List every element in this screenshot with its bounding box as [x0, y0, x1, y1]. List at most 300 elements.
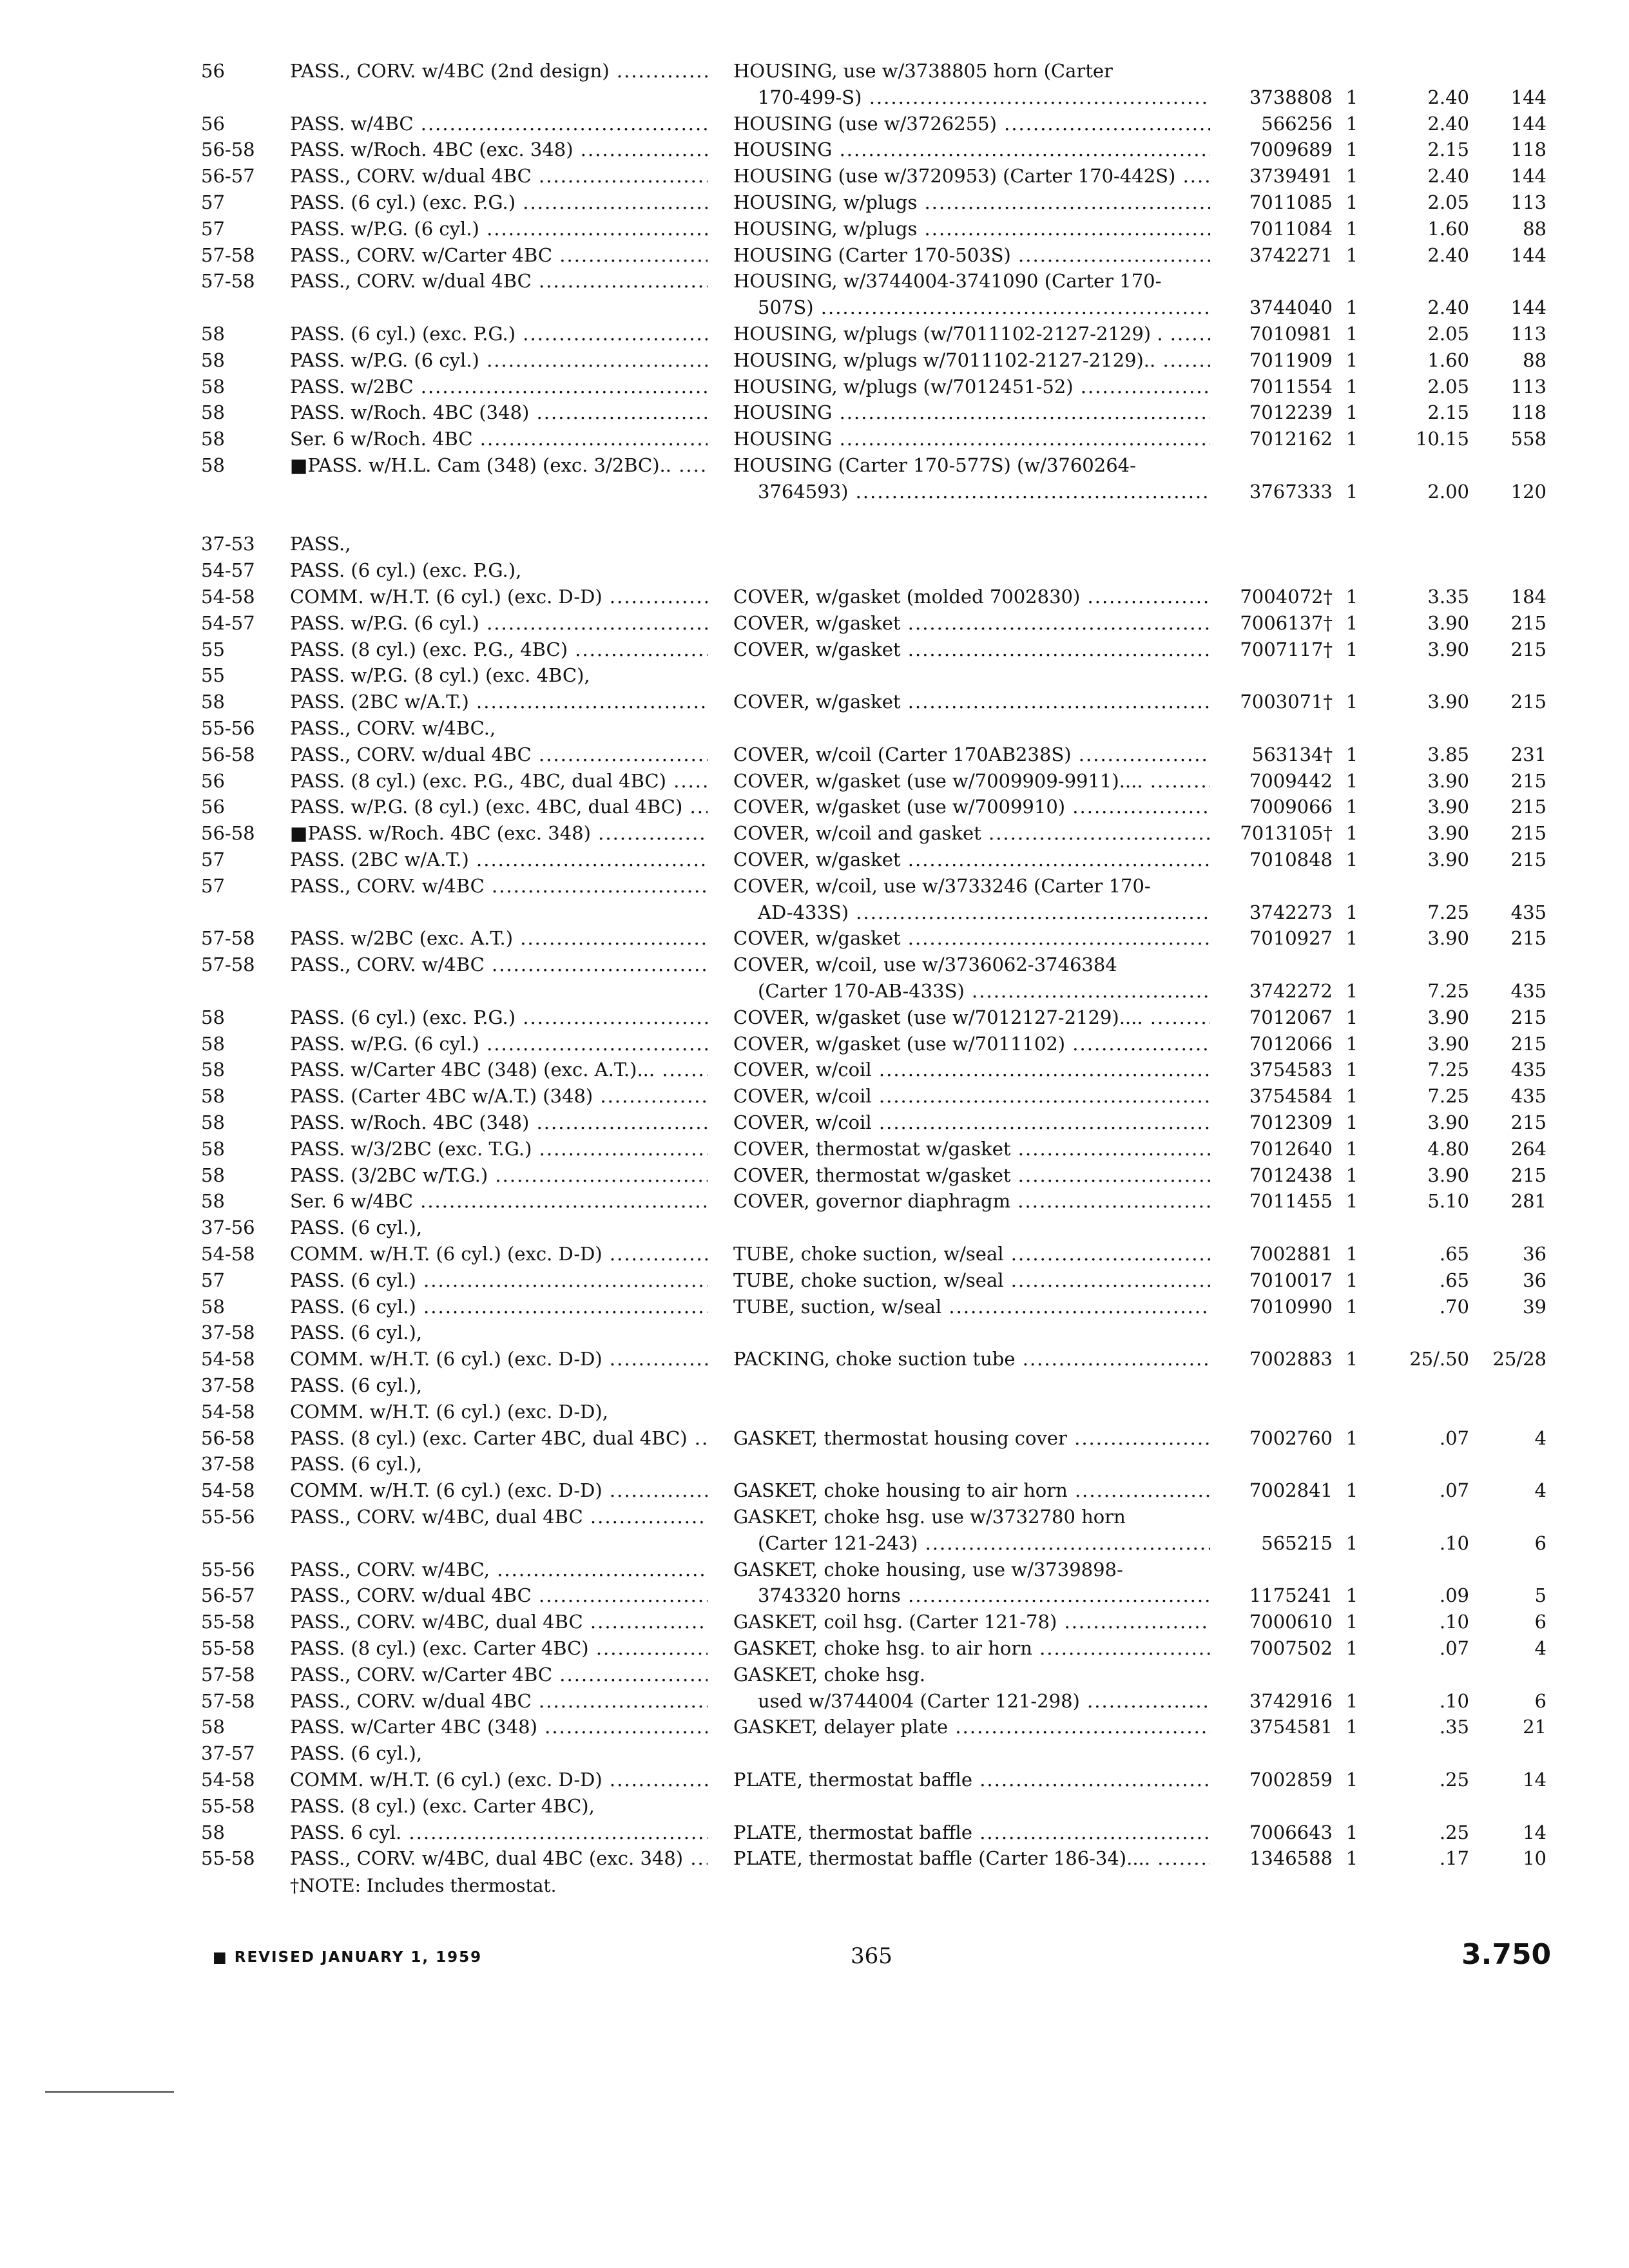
part-number-cell — [1210, 1740, 1333, 1766]
part-name-cell — [733, 531, 1210, 557]
quantity-cell — [1339, 1451, 1365, 1477]
quantity-cell — [1339, 1399, 1365, 1425]
part-number-cell: 7002760 — [1249, 1427, 1333, 1449]
quantity-cell: 1 — [1345, 1032, 1358, 1055]
list-price-cell: 7.25 — [1427, 1059, 1469, 1081]
application-cell: PASS. (6 cyl.), — [290, 1374, 423, 1396]
table-row — [0, 1582, 1629, 1608]
quantity-cell: 1 — [1345, 1689, 1358, 1712]
dealer-price-cell: 118 — [1510, 139, 1547, 161]
application-cell — [290, 84, 708, 110]
year-cell: 57-58 — [201, 927, 255, 950]
part-number-cell: 3742271 — [1249, 244, 1333, 266]
year-cell: 55 — [201, 664, 225, 687]
dealer-price-cell: 264 — [1510, 1137, 1547, 1160]
application-cell: PASS. (6 cyl.), — [290, 1453, 423, 1475]
table-row — [0, 1004, 1629, 1030]
application-cell: PASS. w/P.G. (6 cyl.) ..... — [290, 347, 708, 373]
application-cell: PASS., — [290, 533, 351, 555]
part-name-cell: COVER, w/gasket (use w/7009909-9911).... ..... — [733, 768, 1210, 794]
quantity-cell: 1 — [1345, 822, 1358, 845]
list-price-cell: 3.90 — [1427, 1111, 1469, 1133]
year-cell: 58 — [201, 1085, 225, 1108]
table-row — [0, 820, 1629, 846]
part-name-cell: HOUSING ..... — [733, 399, 1210, 425]
quantity-cell — [1339, 452, 1365, 478]
list-price-cell: 3.90 — [1427, 611, 1469, 634]
quantity-cell — [1339, 1320, 1365, 1345]
quantity-cell — [1339, 873, 1365, 899]
dealer-price-cell: 215 — [1510, 691, 1547, 713]
dealer-price-cell: 215 — [1510, 769, 1547, 792]
application-cell: PASS., CORV. w/dual 4BC ..... — [290, 163, 708, 189]
table-row — [0, 1294, 1629, 1320]
year-cell — [201, 84, 291, 110]
part-name-cell: HOUSING, w/plugs w/7011102-2127-2129).. ..... — [733, 347, 1210, 373]
application-cell: PASS. (3/2BC w/T.G.) ..... — [290, 1162, 708, 1188]
list-price-cell — [1373, 58, 1469, 84]
year-cell: 55 — [201, 638, 225, 660]
application-cell: PASS. (6 cyl.) ..... — [290, 1294, 708, 1320]
table-row — [0, 1320, 1629, 1345]
part-name-cell: 170-499-S) ..... — [733, 84, 1210, 110]
part-name-cell — [733, 1740, 1210, 1766]
application-cell: ■PASS. w/Roch. 4BC (exc. 348) ..... — [290, 820, 708, 846]
part-name-cell: COVER, w/coil and gasket ..... — [733, 820, 1210, 846]
part-name-cell: GASKET, choke hsg. use w/3732780 horn — [733, 1506, 1126, 1528]
dealer-price-cell: 435 — [1510, 1085, 1547, 1108]
part-number-cell: 7010927 — [1249, 927, 1333, 950]
dealer-price-cell: 118 — [1510, 401, 1547, 424]
year-cell: 56-58 — [201, 822, 255, 845]
year-cell: 57 — [201, 849, 225, 870]
part-name-cell: PLATE, thermostat baffle ..... — [733, 1767, 1210, 1792]
part-number-cell: 7009442 — [1249, 769, 1333, 792]
part-number-cell — [1210, 58, 1333, 84]
list-price-cell: .17 — [1439, 1847, 1469, 1870]
table-row — [0, 1635, 1629, 1661]
dealer-price-cell: 6 — [1534, 1611, 1547, 1633]
list-price-cell: .65 — [1439, 1269, 1469, 1291]
part-number-cell: 565215 — [1261, 1532, 1333, 1554]
part-number-cell: 7012438 — [1249, 1164, 1333, 1186]
table-row — [0, 268, 1629, 294]
part-number-cell — [1210, 952, 1333, 977]
application-cell: COMM. w/H.T. (6 cyl.) (exc. D-D), — [290, 1400, 608, 1423]
list-price-cell: 3.90 — [1427, 1164, 1469, 1186]
application-cell: PASS. w/3/2BC (exc. T.G.) ..... — [290, 1136, 708, 1162]
dealer-price-cell: 88 — [1523, 217, 1547, 240]
table-row — [0, 84, 1629, 110]
table-row — [0, 1793, 1629, 1819]
application-cell: COMM. w/H.T. (6 cyl.) (exc. D-D) ..... — [290, 1346, 708, 1372]
dealer-price-cell — [1476, 1451, 1547, 1477]
part-name-cell: COVER, w/coil, use w/3736062-3746384 — [733, 954, 1117, 976]
quantity-cell: 1 — [1345, 1716, 1358, 1738]
table-row — [0, 1557, 1629, 1582]
year-cell: 55-58 — [201, 1794, 255, 1817]
quantity-cell — [1339, 1662, 1365, 1687]
application-cell: PASS. w/P.G. (6 cyl.) ..... — [290, 1031, 708, 1057]
quantity-cell: 1 — [1345, 691, 1358, 713]
year-cell: 58 — [201, 1295, 225, 1318]
part-name-cell: COVER, w/coil ..... — [733, 1110, 1210, 1135]
quantity-cell: 1 — [1345, 1847, 1358, 1870]
application-cell: Ser. 6 w/4BC ..... — [290, 1188, 708, 1214]
application-cell: PASS. w/Roch. 4BC (348) ..... — [290, 399, 708, 425]
list-price-cell: 2.40 — [1427, 86, 1469, 108]
quantity-cell — [1339, 557, 1365, 583]
list-price-cell: 2.15 — [1427, 139, 1469, 161]
revision-notice: ■ REVISED JANUARY 1, 1959 — [213, 1949, 483, 1966]
table-row — [0, 1110, 1629, 1135]
year-cell: 58 — [201, 1111, 225, 1133]
quantity-cell: 1 — [1345, 86, 1358, 108]
application-cell: PASS., CORV. w/4BC (2nd design) ..... — [290, 58, 708, 84]
part-number-cell: 3742916 — [1249, 1689, 1333, 1712]
quantity-cell: 1 — [1345, 611, 1358, 634]
quantity-cell: 1 — [1345, 1111, 1358, 1133]
application-cell: PASS. (6 cyl.) (exc. P.G.) ..... — [290, 189, 708, 215]
application-cell: PASS. (Carter 4BC w/A.T.) (348) ..... — [290, 1083, 708, 1109]
part-name-cell: 507S) ..... — [733, 294, 1210, 320]
application-cell: PASS. (6 cyl.) ..... — [290, 1267, 708, 1293]
table-row — [0, 847, 1629, 872]
part-name-cell: PLATE, thermostat baffle (Carter 186-34).... ..... — [733, 1845, 1210, 1871]
list-price-cell: .65 — [1439, 1243, 1469, 1265]
part-number-cell: 7012309 — [1249, 1111, 1333, 1133]
quantity-cell: 1 — [1345, 1479, 1358, 1502]
quantity-cell: 1 — [1345, 165, 1358, 187]
quantity-cell: 1 — [1345, 217, 1358, 240]
part-number-cell: 7006137† — [1240, 611, 1333, 634]
dealer-price-cell: 144 — [1510, 296, 1547, 319]
part-number-cell: 7012067 — [1249, 1006, 1333, 1028]
dealer-price-cell — [1476, 952, 1547, 977]
list-price-cell: 3.90 — [1427, 691, 1469, 713]
list-price-cell: 3.90 — [1427, 796, 1469, 818]
quantity-cell: 1 — [1345, 1611, 1358, 1633]
part-number-cell: 7012239 — [1249, 401, 1333, 424]
table-row — [0, 1477, 1629, 1503]
table-row — [0, 1136, 1629, 1162]
part-name-cell — [733, 557, 1210, 583]
quantity-cell — [1339, 531, 1365, 557]
dealer-price-cell: 4 — [1534, 1479, 1547, 1502]
part-name-cell: used w/3744004 (Carter 121-298) ..... — [733, 1688, 1210, 1714]
year-cell: 56-57 — [201, 165, 255, 187]
year-cell: 56 — [201, 112, 225, 135]
list-price-cell: 3.35 — [1427, 586, 1469, 608]
dealer-price-cell: 215 — [1510, 611, 1547, 634]
part-name-cell: COVER, w/coil ..... — [733, 1057, 1210, 1082]
part-number-cell — [1210, 531, 1333, 557]
part-name-cell: PLATE, thermostat baffle ..... — [733, 1820, 1210, 1845]
table-row — [0, 1451, 1629, 1477]
part-number-cell: 563134† — [1251, 743, 1333, 765]
list-price-cell: 1.60 — [1427, 217, 1469, 240]
quantity-cell: 1 — [1345, 375, 1358, 398]
year-cell: 37-58 — [201, 1321, 255, 1344]
table-row — [0, 1267, 1629, 1293]
table-row — [0, 899, 1629, 925]
quantity-cell: 1 — [1345, 638, 1358, 660]
part-number-cell: 7002841 — [1249, 1479, 1333, 1502]
table-row — [0, 662, 1629, 688]
table-row — [0, 1662, 1629, 1687]
table-row — [0, 426, 1629, 452]
part-number-cell: 1346588 — [1249, 1847, 1333, 1870]
dealer-price-cell — [1476, 662, 1547, 688]
application-cell: PASS. (6 cyl.) (exc. P.G.) ..... — [290, 1004, 708, 1030]
part-name-cell: HOUSING, use w/3738805 horn (Carter — [733, 60, 1113, 82]
part-name-cell: (Carter 170-AB-433S) ..... — [733, 978, 1210, 1004]
dealer-price-cell — [1476, 531, 1547, 557]
application-cell: COMM. w/H.T. (6 cyl.) (exc. D-D) ..... — [290, 584, 708, 610]
year-cell: 58 — [201, 1137, 225, 1160]
part-number-cell: 7002859 — [1249, 1769, 1333, 1791]
dealer-price-cell: 4 — [1534, 1427, 1547, 1449]
list-price-cell — [1373, 1740, 1469, 1766]
table-row — [0, 925, 1629, 951]
table-row — [0, 1162, 1629, 1188]
part-number-cell: 7010990 — [1249, 1295, 1333, 1318]
quantity-cell: 1 — [1345, 1769, 1358, 1791]
year-cell: 58 — [201, 375, 225, 398]
year-cell: 58 — [201, 428, 225, 450]
list-price-cell — [1373, 1399, 1469, 1425]
list-price-cell — [1373, 557, 1469, 583]
quantity-cell: 1 — [1345, 401, 1358, 424]
table-row — [0, 1767, 1629, 1792]
table-row — [0, 1083, 1629, 1109]
year-cell: 54-58 — [201, 586, 255, 608]
part-name-cell: COVER, w/gasket ..... — [733, 637, 1210, 662]
year-cell: 56-58 — [201, 743, 255, 765]
application-cell: PASS. (6 cyl.), — [290, 1321, 423, 1344]
year-cell — [201, 479, 291, 505]
list-price-cell: 7.25 — [1427, 980, 1469, 1002]
quantity-cell: 1 — [1345, 1085, 1358, 1108]
application-cell: PASS., CORV. w/4BC, dual 4BC ..... — [290, 1609, 708, 1635]
year-cell: 58 — [201, 454, 225, 476]
list-price-cell: 7.25 — [1427, 901, 1469, 923]
year-cell: 55-58 — [201, 1611, 255, 1633]
part-name-cell: COVER, governor diaphragm ..... — [733, 1188, 1210, 1214]
table-row — [0, 1740, 1629, 1766]
application-cell: PASS., CORV. w/4BC, ..... — [290, 1557, 708, 1582]
quantity-cell: 1 — [1345, 743, 1358, 765]
part-number-cell: 7011909 — [1249, 349, 1333, 371]
quantity-cell — [1339, 1504, 1365, 1530]
year-cell: 57-58 — [201, 1663, 255, 1686]
part-number-cell: 7013105† — [1240, 822, 1333, 845]
list-price-cell: 2.05 — [1427, 323, 1469, 345]
application-cell — [290, 294, 708, 320]
list-price-cell: 7.25 — [1427, 1085, 1469, 1108]
list-price-cell: .09 — [1439, 1584, 1469, 1607]
year-cell: 54-57 — [201, 559, 255, 582]
quantity-cell: 1 — [1345, 796, 1358, 818]
part-number-cell: 7010981 — [1249, 323, 1333, 345]
quantity-cell — [1339, 952, 1365, 977]
part-name-cell: GASKET, thermostat housing cover ..... — [733, 1425, 1210, 1451]
year-cell: 37-58 — [201, 1453, 255, 1475]
application-cell: COMM. w/H.T. (6 cyl.) (exc. D-D) ..... — [290, 1241, 708, 1267]
list-price-cell: 4.80 — [1427, 1137, 1469, 1160]
year-cell: 55-56 — [201, 1506, 255, 1528]
part-number-cell — [1210, 268, 1333, 294]
quantity-cell: 1 — [1345, 1348, 1358, 1370]
part-number-cell — [1210, 1662, 1333, 1687]
dealer-price-cell — [1476, 873, 1547, 899]
list-price-cell: .25 — [1439, 1821, 1469, 1843]
part-number-cell: 3738808 — [1249, 86, 1333, 108]
dealer-price-cell: 215 — [1510, 796, 1547, 818]
table-row — [0, 347, 1629, 373]
dealer-price-cell — [1476, 1320, 1547, 1345]
table-row — [0, 1215, 1629, 1240]
year-cell — [201, 505, 291, 531]
part-number-cell: 7011084 — [1249, 217, 1333, 240]
table-row — [0, 768, 1629, 794]
application-cell: PASS., CORV. w/4BC ..... — [290, 873, 708, 899]
table-row — [0, 242, 1629, 268]
application-cell: PASS. (6 cyl.), — [290, 1742, 423, 1765]
year-cell: 54-58 — [201, 1348, 255, 1370]
list-price-cell — [1373, 662, 1469, 688]
year-cell: 57-58 — [201, 270, 255, 293]
application-cell: PASS. 6 cyl. ..... — [290, 1820, 708, 1845]
dealer-price-cell — [1476, 1793, 1547, 1819]
part-number-cell: 7006643 — [1249, 1821, 1333, 1843]
year-cell: 54-57 — [201, 611, 255, 634]
quantity-cell — [1339, 505, 1365, 531]
table-row — [0, 189, 1629, 215]
part-name-cell: HOUSING ..... — [733, 426, 1210, 452]
quantity-cell: 1 — [1345, 1164, 1358, 1186]
list-price-cell — [1373, 505, 1469, 531]
list-price-cell: 3.90 — [1427, 769, 1469, 792]
table-row — [0, 1714, 1629, 1740]
part-number-cell: 7007117† — [1240, 638, 1333, 660]
part-name-cell: GASKET, choke housing to air horn ..... — [733, 1477, 1210, 1503]
table-row — [0, 58, 1629, 84]
year-cell: 58 — [201, 1006, 225, 1028]
application-cell — [290, 1530, 708, 1556]
table-row — [0, 1688, 1629, 1714]
table-row — [0, 321, 1629, 347]
year-cell: 57 — [201, 1269, 225, 1291]
year-cell: 55-56 — [201, 717, 255, 739]
quantity-cell: 1 — [1345, 1295, 1358, 1318]
application-cell: PASS. (8 cyl.) (exc. Carter 4BC) ..... — [290, 1635, 708, 1661]
year-cell: 58 — [201, 1059, 225, 1081]
application-cell: PASS., CORV. w/4BC ..... — [290, 952, 708, 977]
dealer-price-cell — [1476, 58, 1547, 84]
part-number-cell: 3744040 — [1249, 296, 1333, 319]
application-cell: PASS. w/P.G. (6 cyl.) ..... — [290, 610, 708, 636]
year-cell: 55-58 — [201, 1847, 255, 1870]
year-cell: 58 — [201, 349, 225, 371]
application-cell: PASS. (6 cyl.) (exc. P.G.), — [290, 559, 522, 582]
list-price-cell — [1373, 1215, 1469, 1240]
year-cell: 54-58 — [201, 1769, 255, 1791]
table-row — [0, 1399, 1629, 1425]
quantity-cell: 1 — [1345, 586, 1358, 608]
application-cell: PASS. w/2BC (exc. A.T.) ..... — [290, 925, 708, 951]
year-cell: 56 — [201, 60, 225, 82]
application-cell: PASS., CORV. w/4BC., — [290, 717, 496, 739]
part-name-cell: COVER, thermostat w/gasket ..... — [733, 1162, 1210, 1188]
dealer-price-cell: 21 — [1523, 1716, 1547, 1738]
dealer-price-cell: 113 — [1510, 375, 1547, 398]
quantity-cell: 1 — [1345, 191, 1358, 213]
dealer-price-cell: 36 — [1523, 1269, 1547, 1291]
part-name-cell: GASKET, coil hsg. (Carter 121-78) ..... — [733, 1609, 1210, 1635]
part-number-cell: 7002883 — [1249, 1348, 1333, 1370]
part-number-cell — [1210, 452, 1333, 478]
part-number-cell: 3739491 — [1249, 165, 1333, 187]
year-cell: 56-57 — [201, 1584, 255, 1607]
dealer-price-cell — [1476, 1557, 1547, 1582]
list-price-cell: 2.05 — [1427, 191, 1469, 213]
application-cell: PASS. (8 cyl.) (exc. P.G., 4BC, dual 4BC) ..... — [290, 768, 708, 794]
year-cell: 57-58 — [201, 244, 255, 266]
table-row — [0, 452, 1629, 478]
part-name-cell: HOUSING, w/plugs ..... — [733, 189, 1210, 215]
part-name-cell: COVER, w/gasket ..... — [733, 847, 1210, 872]
dealer-price-cell — [1476, 1504, 1547, 1530]
dealer-price-cell — [1476, 715, 1547, 741]
dealer-price-cell: 215 — [1510, 1032, 1547, 1055]
section-number: 3.750 — [1461, 1938, 1552, 1971]
table-row — [0, 557, 1629, 583]
quantity-cell — [1339, 1793, 1365, 1819]
application-cell: Ser. 6 w/Roch. 4BC ..... — [290, 426, 708, 452]
application-cell: PASS., CORV. w/4BC, dual 4BC ..... — [290, 1504, 708, 1530]
year-cell — [201, 294, 291, 320]
scan-mark — [45, 2091, 174, 2093]
table-row — [0, 689, 1629, 715]
year-cell — [201, 1530, 291, 1556]
quantity-cell: 1 — [1345, 901, 1358, 923]
table-row — [0, 1820, 1629, 1845]
dealer-price-cell: 120 — [1510, 480, 1547, 503]
part-number-cell — [1210, 1451, 1333, 1477]
application-cell: PASS. w/Roch. 4BC (348) ..... — [290, 1110, 708, 1135]
dealer-price-cell — [1476, 1662, 1547, 1687]
page-number: 365 — [851, 1943, 892, 1969]
quantity-cell — [1339, 268, 1365, 294]
part-name-cell: 3764593) ..... — [733, 479, 1210, 505]
quantity-cell: 1 — [1345, 849, 1358, 870]
application-cell: COMM. w/H.T. (6 cyl.) (exc. D-D) ..... — [290, 1477, 708, 1503]
list-price-cell: 3.85 — [1427, 743, 1469, 765]
quantity-cell: 1 — [1345, 927, 1358, 950]
dealer-price-cell: 215 — [1510, 1164, 1547, 1186]
dealer-price-cell: 144 — [1510, 165, 1547, 187]
part-name-cell: HOUSING (Carter 170-577S) (w/3760264- — [733, 454, 1136, 476]
part-number-cell: 7009689 — [1249, 139, 1333, 161]
quantity-cell: 1 — [1345, 1137, 1358, 1160]
part-number-cell — [1210, 662, 1333, 688]
application-cell: PASS. (6 cyl.) (exc. P.G.) ..... — [290, 321, 708, 347]
list-price-cell: 2.40 — [1427, 244, 1469, 266]
dealer-price-cell: 215 — [1510, 849, 1547, 870]
part-number-cell: 7010848 — [1249, 849, 1333, 870]
part-name-cell — [733, 1372, 1210, 1398]
